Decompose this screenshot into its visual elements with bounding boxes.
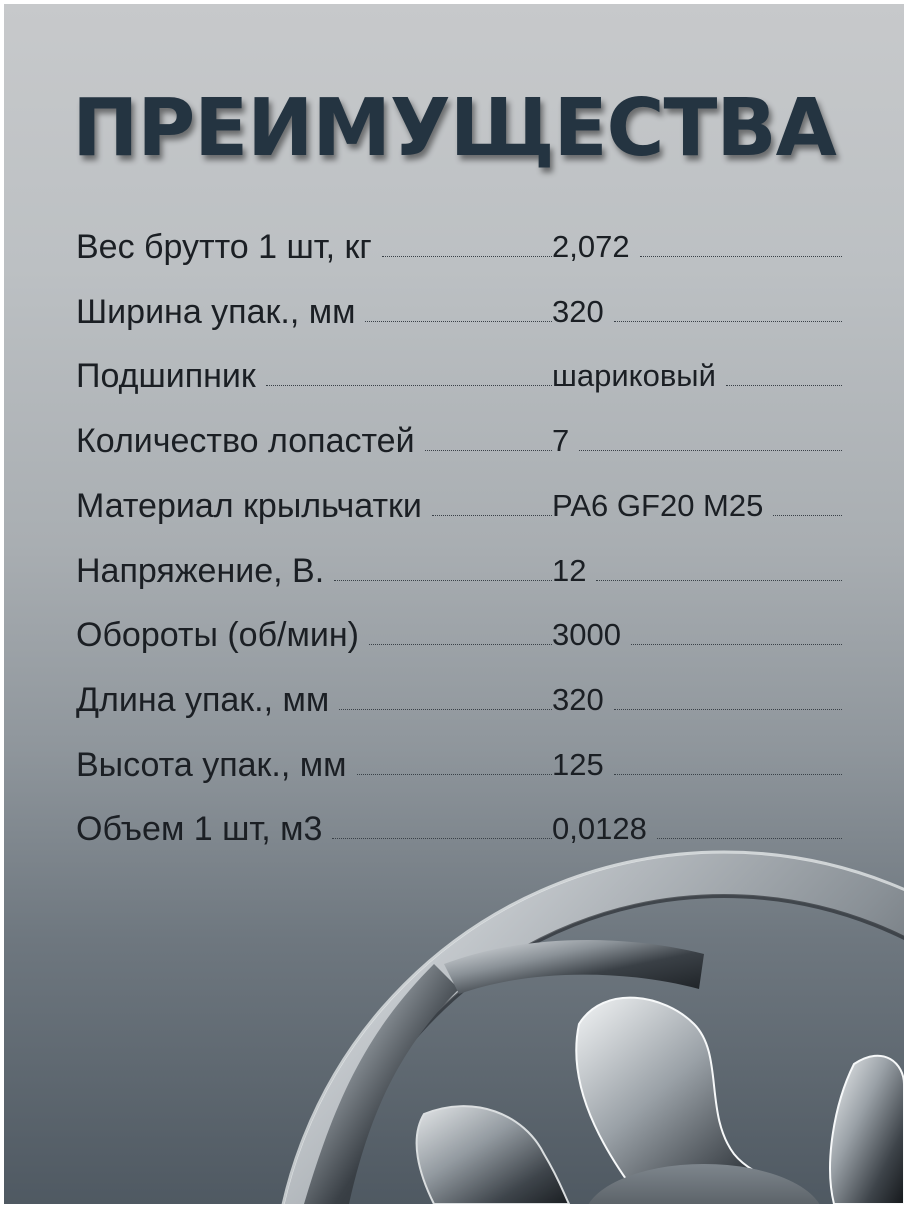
spec-label: Ширина упак., мм (76, 293, 356, 331)
spec-value: 125 (552, 747, 604, 782)
spec-label: Длина упак., мм (76, 681, 330, 719)
spec-label: Напряжение, В. (76, 552, 325, 590)
spec-label: Количество лопастей (76, 422, 415, 460)
blade-shape (830, 1056, 904, 1204)
spec-label: Объем 1 шт, м3 (76, 810, 323, 848)
spec-label: Высота упак., мм (76, 746, 347, 784)
spec-value: 320 (552, 682, 604, 717)
product-card (4, 4, 904, 1204)
spec-label: Вес брутто 1 шт, кг (76, 228, 372, 266)
spec-label: Материал крыльчатки (76, 487, 422, 525)
spec-label: Подшипник (76, 357, 256, 395)
blade-shape (417, 1106, 569, 1204)
spec-value: 7 (552, 423, 570, 458)
spec-value: 0,0128 (552, 811, 647, 846)
spec-value: 320 (552, 294, 604, 329)
spec-value: 12 (552, 553, 587, 588)
spec-value: 2,072 (552, 229, 630, 264)
spec-value: PA6 GF20 M25 (552, 488, 764, 523)
page-title: ПРЕИМУЩЕСТВА (72, 82, 836, 174)
spec-value: шариковый (552, 358, 716, 393)
spec-label: Обороты (об/мин) (76, 616, 359, 654)
fan-impeller-image (4, 4, 904, 1204)
spec-value: 3000 (552, 617, 621, 652)
